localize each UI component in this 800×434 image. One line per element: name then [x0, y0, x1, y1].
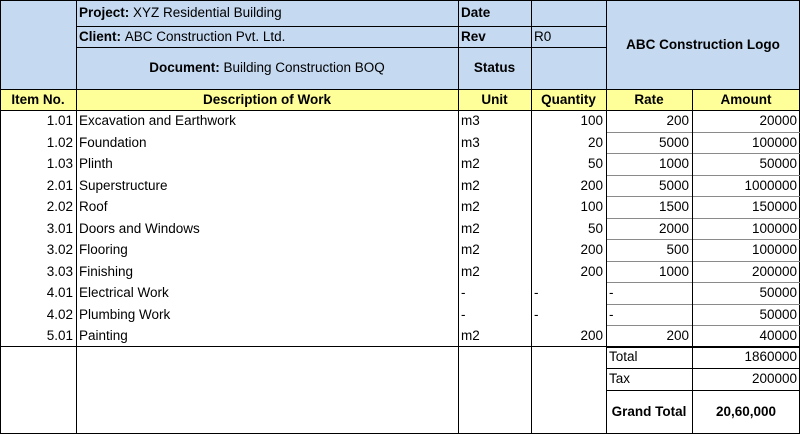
row-quantity[interactable]: 200: [580, 263, 603, 279]
row-amount[interactable]: 50000: [759, 285, 797, 300]
client-value: ABC Construction Pvt. Ltd.: [124, 28, 286, 44]
row-rate[interactable]: 1500: [658, 199, 689, 214]
grid-line-h: [76, 47, 606, 48]
grid-line-v: [606, 110, 607, 346]
client-cell[interactable]: [76, 26, 458, 47]
row-amount[interactable]: 40000: [759, 328, 797, 343]
row-item-no[interactable]: 3.03: [46, 263, 73, 279]
row-description[interactable]: Doors and Windows: [79, 220, 200, 236]
grid-line-v: [531, 0, 532, 89]
row-quantity[interactable]: 50: [587, 220, 603, 236]
grid-line-v: [606, 89, 607, 110]
grid-line-v: [0, 0, 1, 434]
row-amount[interactable]: 100000: [751, 242, 797, 257]
grid-line-h: [76, 26, 606, 27]
grid-line-v: [692, 89, 693, 110]
row-item-no[interactable]: 4.02: [46, 306, 73, 322]
grid-line-h: [606, 153, 800, 154]
row-item-no[interactable]: 1.03: [46, 156, 73, 171]
col-header-amount: Amount: [692, 89, 800, 110]
row-item-no[interactable]: 2.02: [46, 199, 73, 214]
row-rate[interactable]: 200: [666, 328, 689, 343]
grid-line-h: [606, 390, 800, 391]
grid-line-v: [76, 89, 77, 110]
date-value[interactable]: [531, 0, 606, 26]
company-logo: ABC Construction Logo: [606, 0, 800, 89]
row-rate[interactable]: 1000: [658, 263, 689, 279]
row-rate[interactable]: 200: [666, 113, 689, 128]
grid-line-v: [531, 89, 532, 110]
grid-line-h: [606, 304, 800, 305]
grand-total-value[interactable]: 20,60,000: [715, 404, 777, 420]
grid-line-v: [606, 346, 607, 434]
row-quantity[interactable]: -: [534, 306, 539, 322]
grid-line-v: [606, 0, 607, 89]
grid-line-v: [458, 0, 459, 89]
grid-line-h: [0, 89, 800, 90]
grid-line-h: [606, 196, 800, 197]
document-label: Document:: [149, 60, 220, 76]
tax-value[interactable]: 200000: [751, 371, 797, 387]
row-quantity[interactable]: 100: [580, 199, 603, 214]
rev-label: Rev: [458, 26, 531, 47]
row-rate[interactable]: 1000: [658, 156, 689, 171]
row-quantity[interactable]: 50: [587, 156, 603, 171]
row-unit[interactable]: m2: [461, 220, 480, 236]
row-description[interactable]: Roof: [79, 199, 108, 214]
grid-line-v: [531, 110, 532, 346]
row-amount[interactable]: 20000: [759, 113, 797, 128]
row-amount[interactable]: 150000: [751, 199, 797, 214]
col-header-description: Description of Work: [76, 89, 458, 110]
row-unit[interactable]: m2: [461, 263, 480, 279]
row-rate[interactable]: 5000: [658, 177, 689, 193]
grid-line-h: [606, 325, 800, 326]
col-header-rate: Rate: [606, 89, 692, 110]
rev-value[interactable]: R0: [531, 26, 606, 47]
grid-line-v: [692, 346, 693, 434]
header-left-blank: [0, 0, 76, 89]
grid-line-h: [0, 0, 800, 1]
grid-line-h: [606, 175, 800, 176]
row-quantity[interactable]: 200: [580, 328, 603, 343]
row-quantity[interactable]: 100: [580, 113, 603, 128]
row-rate[interactable]: 2000: [658, 220, 689, 236]
row-unit[interactable]: -: [461, 285, 466, 300]
row-item-no[interactable]: 5.01: [46, 328, 73, 343]
tax-label: Tax: [609, 371, 631, 387]
status-label: Status: [458, 47, 531, 89]
grid-line-h: [606, 218, 800, 219]
row-item-no[interactable]: 4.01: [46, 285, 73, 300]
project-label: Project:: [79, 5, 130, 21]
row-quantity[interactable]: 200: [580, 242, 603, 257]
grid-line-h: [606, 347, 800, 348]
grid-line-h: [606, 239, 800, 240]
row-item-no[interactable]: 1.02: [46, 134, 73, 150]
row-description[interactable]: Superstructure: [79, 177, 168, 193]
grid-line-h: [606, 282, 800, 283]
row-description[interactable]: Foundation: [79, 134, 147, 150]
grid-line-v: [458, 89, 459, 110]
document-value: Building Construction BOQ: [223, 60, 385, 76]
row-unit[interactable]: m2: [461, 156, 480, 171]
grid-line-v: [692, 110, 693, 346]
row-quantity[interactable]: 200: [580, 177, 603, 193]
col-header-quantity: Quantity: [531, 89, 606, 110]
row-description[interactable]: Flooring: [79, 242, 128, 257]
row-unit[interactable]: m2: [461, 199, 480, 214]
project-cell[interactable]: [76, 0, 458, 26]
col-header-unit: Unit: [458, 89, 531, 110]
row-amount[interactable]: 100000: [751, 220, 797, 236]
row-rate[interactable]: -: [609, 285, 614, 300]
row-quantity[interactable]: 20: [587, 134, 603, 150]
grid-line-v: [76, 110, 77, 346]
grand-total-label: Grand Total: [611, 404, 687, 420]
total-label: Total: [609, 349, 638, 365]
row-unit[interactable]: m3: [461, 134, 480, 150]
grid-line-v: [76, 346, 77, 434]
grid-line-v: [76, 0, 77, 89]
row-description[interactable]: Excavation and Earthwork: [79, 113, 236, 128]
grid-line-v: [531, 346, 532, 434]
row-description[interactable]: Finishing: [79, 263, 134, 279]
row-description[interactable]: Electrical Work: [79, 285, 169, 300]
row-amount[interactable]: 200000: [751, 263, 797, 279]
row-description[interactable]: Plumbing Work: [79, 306, 171, 322]
row-amount[interactable]: 1000000: [744, 177, 797, 193]
grid-line-h: [606, 132, 800, 133]
row-amount[interactable]: 50000: [759, 306, 797, 322]
row-quantity[interactable]: -: [534, 285, 539, 300]
row-unit[interactable]: m3: [461, 113, 480, 128]
row-unit[interactable]: m2: [461, 328, 480, 343]
grid-line-h: [0, 110, 800, 111]
row-description[interactable]: Plinth: [79, 156, 113, 171]
total-value[interactable]: 1860000: [744, 349, 797, 365]
row-item-no[interactable]: 2.01: [46, 177, 73, 193]
date-label: Date: [458, 0, 531, 26]
client-label: Client:: [79, 28, 121, 44]
document-cell[interactable]: [76, 47, 458, 89]
row-amount[interactable]: 100000: [751, 134, 797, 150]
row-rate[interactable]: 5000: [658, 134, 689, 150]
grid-line-h: [606, 368, 800, 369]
row-unit[interactable]: m2: [461, 177, 480, 193]
row-unit[interactable]: m2: [461, 242, 480, 257]
row-item-no[interactable]: 3.02: [46, 242, 73, 257]
row-item-no[interactable]: 1.01: [46, 113, 73, 128]
grid-line-v: [458, 110, 459, 346]
grid-line-h: [0, 346, 800, 347]
grid-line-v: [458, 346, 459, 434]
status-value[interactable]: [531, 47, 606, 89]
row-unit[interactable]: -: [461, 306, 466, 322]
project-value: XYZ Residential Building: [133, 5, 282, 21]
row-item-no[interactable]: 3.01: [46, 220, 73, 236]
row-description[interactable]: Painting: [79, 328, 128, 343]
row-rate[interactable]: -: [609, 306, 614, 322]
row-amount[interactable]: 50000: [759, 156, 797, 171]
col-header-item: Item No.: [0, 89, 76, 110]
grid-line-h: [606, 261, 800, 262]
row-rate[interactable]: 500: [666, 242, 689, 257]
